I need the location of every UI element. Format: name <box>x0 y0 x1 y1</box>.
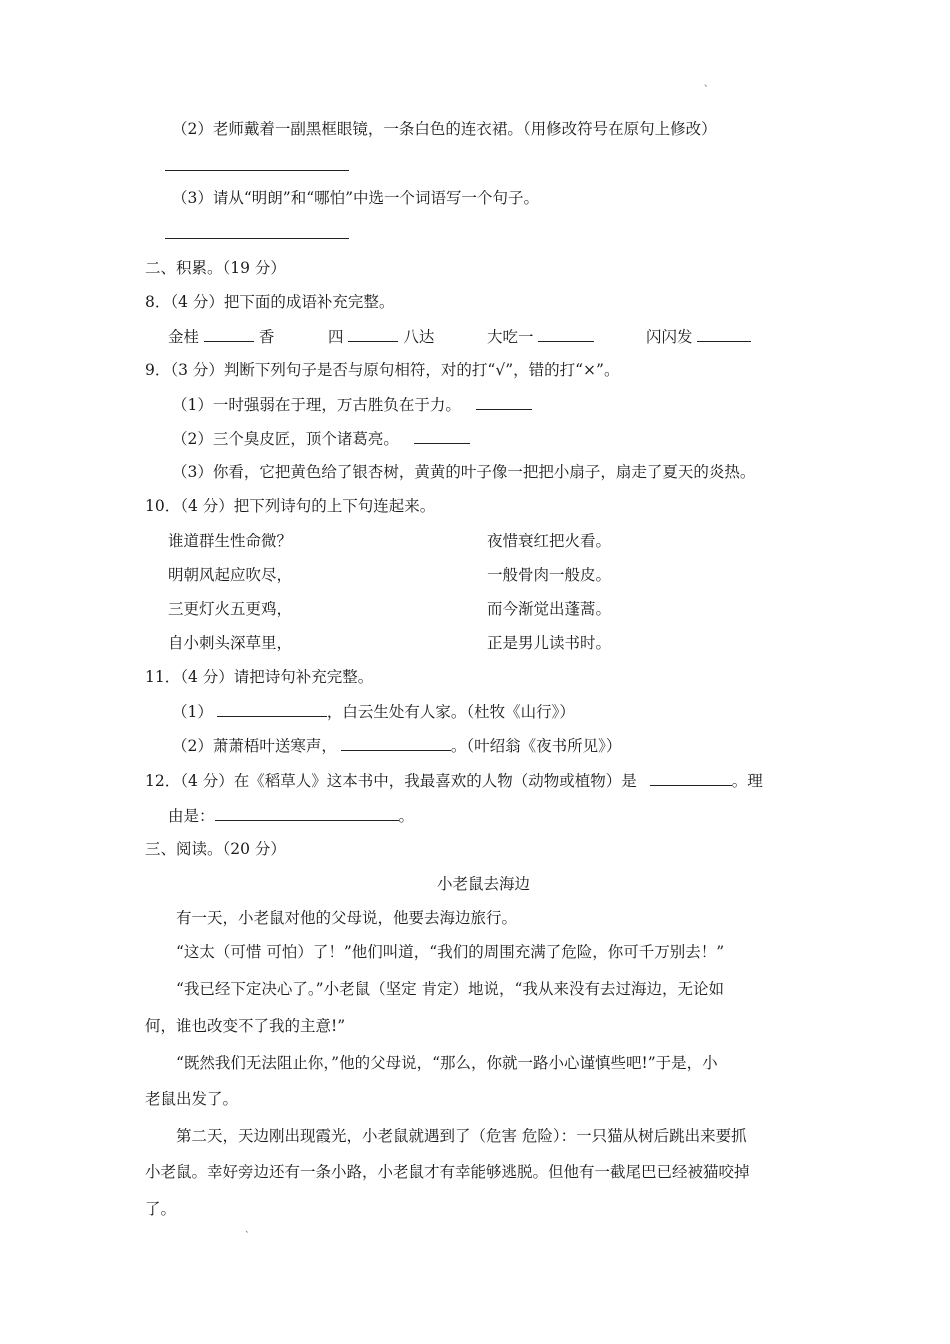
q10-right-1: 夜惜衰红把火看。 <box>487 532 612 550</box>
story-line-5: “既然我们无法阻止你，”他的父母说，“那么，你就一路小心谨慎些吧!”于是，小 <box>176 1054 718 1072</box>
q7-sub3-answer-line[interactable] <box>165 238 349 239</box>
story-line-8: 小老鼠。幸好旁边还有一条小路，小老鼠才有幸能够逃脱。但他有一截尾巴已经被猫咬掉 <box>145 1163 750 1181</box>
story-line-9: 了。 <box>145 1200 177 1218</box>
q11-line-1-pre: （1） <box>172 703 213 721</box>
story-line-4: 何，谁也改变不了我的主意!” <box>145 1017 346 1035</box>
q8-idiom-2 <box>328 325 434 348</box>
section3-title: 三、阅读。（20 分） <box>145 840 286 858</box>
q11-line-2-blank[interactable] <box>341 734 451 751</box>
q11-line-1-blank[interactable] <box>217 700 327 717</box>
q10-right-2: 一般骨肉一般皮。 <box>487 566 612 584</box>
q12-reason-blank[interactable] <box>215 804 399 821</box>
q9-item-2-text: （2）三个臭皮匠，顶个诸葛亮。 <box>172 430 399 448</box>
q10-left-2: 明朝风起应吹尽， <box>168 566 293 584</box>
q12-reason-post: 。 <box>398 807 415 825</box>
q9-item-3: （3）你看，它把黄色给了银杏树，黄黄的叶子像一把把小扇子，扇走了夏天的炎热。 <box>172 463 756 481</box>
idiom-prefix: 大吃一 <box>487 328 534 346</box>
q11-line-2-pre: （2）萧萧梧叶送寒声， <box>172 737 337 755</box>
q11-line-2-post: 。（叶绍翁《夜书所见》） <box>450 737 622 755</box>
q8-stem: 8．（4 分）把下面的成语补充完整。 <box>145 293 395 311</box>
q10-left-3: 三更灯火五更鸡， <box>168 600 293 618</box>
idiom-prefix: 四 <box>328 328 344 346</box>
q7-sub3: （3）请从“明朗”和“哪怕”中选一个词语写一个句子。 <box>172 189 540 207</box>
story-line-3: “我已经下定决心了。”小老鼠（坚定 肯定）地说，“我从来没有去过海边，无论如 <box>176 980 724 998</box>
q9-item-1-blank[interactable] <box>476 393 532 410</box>
q10-right-4: 正是男儿读书时。 <box>487 634 612 652</box>
idiom-blank[interactable] <box>538 325 594 342</box>
q9-item-2-blank[interactable] <box>414 427 470 444</box>
q10-left-1: 谁道群生性命微？ <box>168 532 293 550</box>
q12-reason-pre: 由是： <box>168 807 215 825</box>
q12-reason <box>168 804 414 827</box>
q12-stem-text: 12．（4 分）在《稻草人》这本书中，我最喜欢的人物（动物或植物）是 <box>145 772 637 790</box>
q11-line-1 <box>172 700 575 723</box>
stray-mark-top: 、 <box>704 79 714 89</box>
idiom-blank[interactable] <box>204 325 254 342</box>
q9-item-1 <box>172 393 532 416</box>
q9-stem: 9．（3 分）判断下列句子是否与原句相符，对的打“√”，错的打“×”。 <box>145 361 620 379</box>
q8-idiom-4 <box>646 325 751 348</box>
story-title: 小老鼠去海边 <box>437 875 531 893</box>
q12-stem-end: 。理 <box>731 772 763 790</box>
q7-sub2-answer-line[interactable] <box>165 170 349 171</box>
q7-sub2: （2）老师戴着一副黑框眼镜，一条白色的连衣裙。（用修改符号在原句上修改） <box>172 120 717 138</box>
q11-line-1-post: ，白云生处有人家。（杜牧《山行》） <box>326 703 575 721</box>
idiom-blank[interactable] <box>697 325 751 342</box>
q10-left-4: 自小刺头深草里， <box>168 634 293 652</box>
q10-stem: 10．（4 分）把下列诗句的上下句连起来。 <box>145 497 436 515</box>
story-line-6: 老鼠出发了。 <box>145 1090 239 1108</box>
story-line-2: “这太（可惜 可怕）了！”他们叫道，“我们的周围充满了危险，你可千万别去！” <box>176 943 725 961</box>
idiom-suffix: 八达 <box>403 328 435 346</box>
q11-line-2 <box>172 734 621 757</box>
q11-stem: 11．（4 分）请把诗句补充完整。 <box>145 668 374 686</box>
idiom-suffix: 香 <box>258 328 275 346</box>
q9-item-1-text: （1）一时强弱在于理，万古胜负在于力。 <box>172 396 461 414</box>
idiom-blank[interactable] <box>348 325 398 342</box>
q8-idiom-1 <box>168 325 274 348</box>
stray-mark-bottom: 、 <box>245 1225 255 1235</box>
story-line-7: 第二天，天边刚出现霞光，小老鼠就遇到了（危害 危险）：一只猫从树后跳出来要抓 <box>176 1127 747 1145</box>
idiom-prefix: 金桂 <box>168 328 200 346</box>
q8-idiom-3 <box>487 325 594 348</box>
q12-favorite-blank[interactable] <box>650 769 732 786</box>
q10-right-3: 而今渐觉出蓬蒿。 <box>487 600 612 618</box>
q12-stem <box>145 769 763 792</box>
section2-title: 二、积累。（19 分） <box>145 259 286 277</box>
story-line-1: 有一天，小老鼠对他的父母说，他要去海边旅行。 <box>176 909 518 927</box>
q9-item-2 <box>172 427 470 450</box>
idiom-prefix: 闪闪发 <box>646 328 693 346</box>
